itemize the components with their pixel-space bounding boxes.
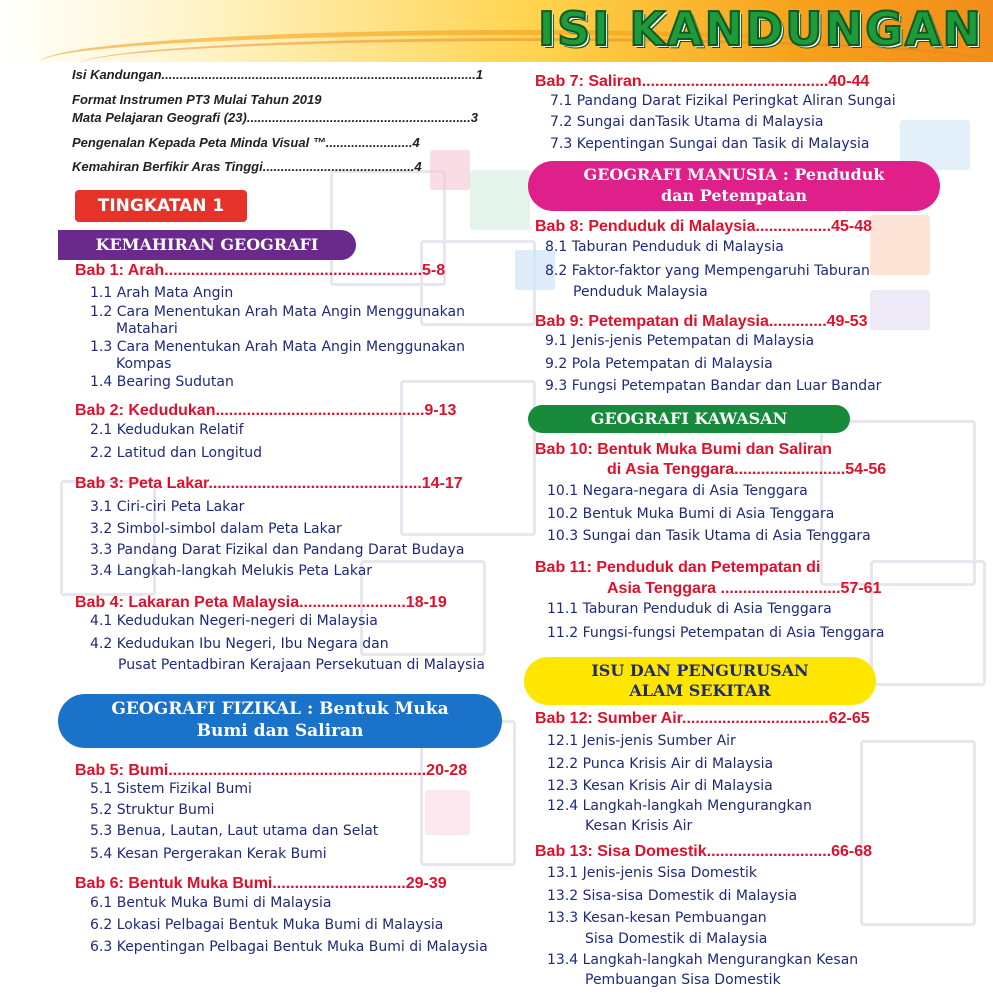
chapter-title: Bab 12: Sumber Air.................................62-65 bbox=[535, 710, 870, 727]
section-isu-pengurusan bbox=[524, 657, 876, 705]
list-item: 9.2 Pola Petempatan di Malaysia bbox=[545, 356, 773, 372]
chapter-title: Bab 8: Penduduk di Malaysia.................45-48 bbox=[535, 218, 872, 235]
chapter-title: Bab 6: Bentuk Muka Bumi..............................29-39 bbox=[75, 875, 447, 892]
chapter-title: Bab 10: Bentuk Muka Bumi dan Saliran bbox=[535, 441, 832, 458]
list-item: Pembuangan Sisa Domestik bbox=[585, 972, 781, 988]
list-item: 12.2 Punca Krisis Air di Malaysia bbox=[547, 756, 774, 772]
list-item: 10.3 Sungai dan Tasik Utama di Asia Tenggara bbox=[547, 528, 871, 544]
toc-line: Kemahiran Berfikir Aras Tinggi..........................................4 bbox=[72, 159, 422, 174]
chapter-title: Asia Tenggara ...........................57-61 bbox=[607, 580, 882, 597]
list-item: 5.2 Struktur Bumi bbox=[90, 802, 215, 818]
list-item: Matahari bbox=[116, 321, 178, 337]
toc-line: Mata Pelajaran Geografi (23)..............................................................3 bbox=[72, 110, 479, 125]
list-item: Kompas bbox=[116, 356, 172, 372]
chapter-title: Bab 7: Saliran..........................................40-44 bbox=[535, 73, 870, 90]
section-geografi-manusia bbox=[528, 161, 940, 211]
header-banner bbox=[0, 0, 993, 62]
list-item: Sisa Domestik di Malaysia bbox=[585, 931, 768, 947]
list-item: 7.1 Pandang Darat Fizikal Peringkat Aliran Sungai bbox=[550, 93, 896, 109]
tingkatan-label: TINGKATAN 1 bbox=[75, 190, 247, 222]
section-kemahiran-geografi: KEMAHIRAN GEOGRAFI bbox=[58, 230, 356, 260]
toc-line: Isi Kandungan.......................................................................................1 bbox=[72, 67, 484, 82]
list-item: 1.1 Arah Mata Angin bbox=[90, 285, 234, 301]
list-item: Penduduk Malaysia bbox=[573, 284, 708, 300]
list-item: 13.3 Kesan-kesan Pembuangan bbox=[547, 910, 767, 926]
list-item: 3.3 Pandang Darat Fizikal dan Pandang Darat Budaya bbox=[90, 542, 465, 558]
toc-line: Pengenalan Kepada Peta Minda Visual ™........................4 bbox=[72, 135, 420, 150]
list-item: 6.1 Bentuk Muka Bumi di Malaysia bbox=[90, 895, 332, 911]
chapter-title: Bab 1: Arah..........................................................5-8 bbox=[75, 262, 446, 279]
list-item: 3.1 Ciri-ciri Peta Lakar bbox=[90, 499, 245, 515]
chapter-title: Bab 9: Petempatan di Malaysia.............49-53 bbox=[535, 313, 868, 330]
list-item: 3.4 Langkah-langkah Melukis Peta Lakar bbox=[90, 563, 373, 579]
list-item: 1.3 Cara Menentukan Arah Mata Angin Menggunakan bbox=[90, 339, 465, 355]
chapter-title: di Asia Tenggara.........................54-56 bbox=[607, 461, 887, 478]
chapter-title: Bab 3: Peta Lakar................................................14-17 bbox=[75, 475, 463, 492]
list-item: Pusat Pentadbiran Kerajaan Persekutuan di Malaysia bbox=[118, 657, 485, 673]
list-item: 8.1 Taburan Penduduk di Malaysia bbox=[545, 239, 784, 255]
list-item: 8.2 Faktor-faktor yang Mempengaruhi Taburan bbox=[545, 263, 870, 279]
list-item: 11.1 Taburan Penduduk di Asia Tenggara bbox=[547, 601, 832, 617]
list-item: 7.3 Kepentingan Sungai dan Tasik di Malaysia bbox=[550, 136, 870, 152]
list-item: 9.1 Jenis-jenis Petempatan di Malaysia bbox=[545, 333, 815, 349]
list-item: 6.2 Lokasi Pelbagai Bentuk Muka Bumi di Malaysia bbox=[90, 917, 444, 933]
chapter-title: Bab 4: Lakaran Peta Malaysia........................18-19 bbox=[75, 594, 447, 611]
list-item: 13.4 Langkah-langkah Mengurangkan Kesan bbox=[547, 952, 859, 968]
section-title: ISU DAN PENGURUSAN bbox=[591, 661, 809, 680]
list-item: 13.1 Jenis-jenis Sisa Domestik bbox=[547, 865, 757, 881]
section-title: dan Petempatan bbox=[661, 186, 807, 205]
toc-line: Format Instrumen PT3 Mulai Tahun 2019 bbox=[72, 92, 322, 107]
list-item: 12.4 Langkah-langkah Mengurangkan bbox=[547, 798, 812, 814]
list-item: 13.2 Sisa-sisa Domestik di Malaysia bbox=[547, 888, 798, 904]
list-item: Kesan Krisis Air bbox=[585, 818, 693, 834]
list-item: 4.1 Kedudukan Negeri-negeri di Malaysia bbox=[90, 613, 378, 629]
list-item: 5.3 Benua, Lautan, Laut utama dan Selat bbox=[90, 823, 379, 839]
chapter-title: Bab 5: Bumi..........................................................20-28 bbox=[75, 762, 468, 779]
chapter-title: Bab 13: Sisa Domestik............................66-68 bbox=[535, 843, 873, 860]
list-item: 3.2 Simbol-simbol dalam Peta Lakar bbox=[90, 521, 342, 537]
list-item: 6.3 Kepentingan Pelbagai Bentuk Muka Bumi di Malaysia bbox=[90, 939, 488, 955]
section-title: GEOGRAFI MANUSIA : Penduduk bbox=[583, 165, 885, 184]
section-geografi-kawasan: GEOGRAFI KAWASAN bbox=[528, 405, 850, 433]
chapter-title: Bab 11: Penduduk dan Petempatan di bbox=[535, 559, 821, 576]
list-item: 2.1 Kedudukan Relatif bbox=[90, 422, 244, 438]
section-title: ALAM SEKITAR bbox=[629, 681, 771, 700]
list-item: 10.1 Negara-negara di Asia Tenggara bbox=[547, 483, 808, 499]
list-item: 4.2 Kedudukan Ibu Negeri, Ibu Negara dan bbox=[90, 636, 389, 652]
list-item: 2.2 Latitud dan Longitud bbox=[90, 445, 262, 461]
list-item: 7.2 Sungai danTasik Utama di Malaysia bbox=[550, 114, 824, 130]
list-item: 1.2 Cara Menentukan Arah Mata Angin Menggunakan bbox=[90, 304, 465, 320]
list-item: 12.1 Jenis-jenis Sumber Air bbox=[547, 733, 736, 749]
section-geografi-fizikal bbox=[58, 694, 502, 748]
list-item: 12.3 Kesan Krisis Air di Malaysia bbox=[547, 778, 773, 794]
list-item: 10.2 Bentuk Muka Bumi di Asia Tenggara bbox=[547, 506, 835, 522]
list-item: 5.1 Sistem Fizikal Bumi bbox=[90, 781, 252, 797]
list-item: 1.4 Bearing Sudutan bbox=[90, 374, 234, 390]
section-title: GEOGRAFI FIZIKAL : Bentuk Muka bbox=[111, 699, 449, 719]
section-title: Bumi dan Saliran bbox=[196, 721, 364, 741]
list-item: 9.3 Fungsi Petempatan Bandar dan Luar Bandar bbox=[545, 378, 882, 394]
chapter-title: Bab 2: Kedudukan...............................................9-13 bbox=[75, 402, 457, 419]
page-title: ISI KANDUNGAN bbox=[537, 2, 983, 56]
list-item: 11.2 Fungsi-fungsi Petempatan di Asia Tenggara bbox=[547, 625, 885, 641]
list-item: 5.4 Kesan Pergerakan Kerak Bumi bbox=[90, 846, 327, 862]
